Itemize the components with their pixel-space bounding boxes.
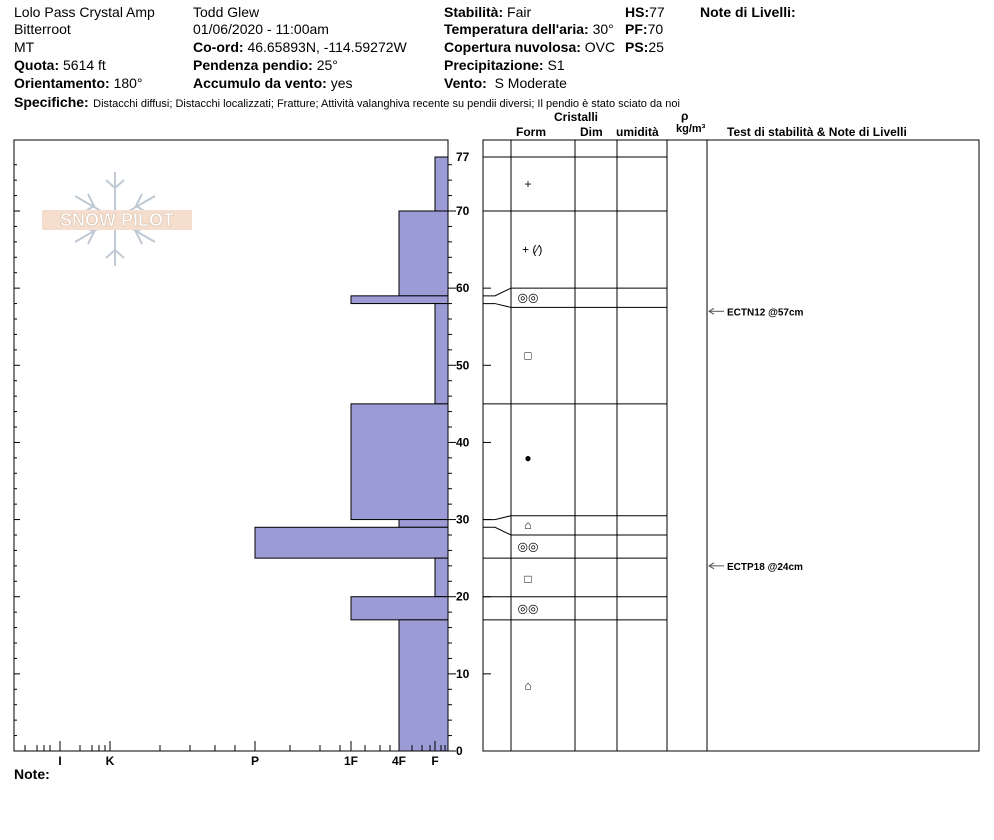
hardness-bar: [351, 296, 448, 304]
hardness-bar: [435, 157, 448, 211]
hs-label: HS:: [625, 4, 650, 20]
rho-header: ρ: [681, 109, 689, 123]
height-tick-label: 40: [456, 435, 470, 450]
hardness-bar: [399, 211, 448, 296]
hardness-bar: [255, 527, 448, 558]
ps-value: 25: [648, 39, 664, 55]
crystal-table-columns: [511, 140, 707, 751]
hardness-tick-label: F: [431, 754, 439, 768]
pf-label: PF:: [625, 21, 648, 37]
hardness-tick-label: 4F: [391, 754, 407, 768]
height-tick-label: 60: [456, 281, 470, 296]
layer-connector: [483, 288, 511, 296]
stability-test-label: ECTP18 @24cm: [727, 561, 803, 573]
hardness-tick-label: I: [58, 754, 62, 768]
logo-text: SNOW PILOT: [60, 210, 174, 230]
vento-value: S Moderate: [494, 75, 567, 91]
location: Lolo Pass Crystal Amp: [14, 4, 155, 20]
hardness-bar: [351, 597, 448, 620]
pendenza-value: 25°: [316, 57, 338, 73]
tests-header: Test di stabilità & Note di Livelli: [727, 125, 907, 139]
crystal-form-symbol: + (⁄): [522, 242, 543, 257]
range: Bitterroot: [14, 21, 71, 37]
stability-tests: [709, 307, 804, 573]
crystal-form-symbol: ⌂: [524, 678, 532, 693]
crystal-form-symbol: ◎◎: [517, 290, 539, 305]
height-tick-label: 30: [456, 512, 470, 527]
height-tick-label: 0: [456, 744, 463, 758]
crystal-form-symbol: +: [524, 177, 532, 191]
crystal-form-symbol: ●: [524, 450, 532, 465]
specifiche-value: Distacchi diffusi; Distacchi localizzati; Fratture; Attività valanghiva recente su pendii diversi; Il pendio è stato sciato da noi: [93, 98, 680, 110]
stability-test-label: ECTN12 @57cm: [727, 307, 804, 319]
crystal-table-frame: [483, 140, 979, 751]
crystal-form-symbol: ◎◎: [517, 539, 539, 554]
height-tick-label: 50: [456, 358, 470, 373]
orientamento-label: Orientamento:: [14, 75, 110, 91]
ps-label: PS:: [625, 39, 649, 55]
height-tick-label: 10: [456, 666, 470, 681]
height-tick-label: 70: [456, 204, 470, 218]
layer-connector: [483, 527, 511, 535]
precipitazione-label: Precipitazione:: [444, 57, 544, 73]
crystal-forms: [518, 177, 543, 692]
note-livelli-header: Note di Livelli:: [700, 4, 796, 20]
temperatura-label: Temperatura dell'aria:: [444, 21, 589, 37]
state: MT: [14, 39, 35, 55]
cristalli-header: Cristalli: [554, 110, 599, 124]
note-label: Note:: [14, 766, 50, 782]
coord-label: Co-ord:: [193, 39, 244, 55]
hardness-bar: [399, 620, 448, 751]
orientamento-value: 180°: [113, 75, 143, 91]
hardness-tick-label: P: [250, 754, 260, 768]
stabilita-value: Fair: [507, 4, 532, 20]
precipitazione-value: S1: [547, 57, 565, 73]
coord-value: 46.65893N, -114.59272W: [247, 39, 407, 55]
pf-value: 70: [647, 21, 664, 37]
quota-value: 5614 ft: [63, 57, 106, 73]
height-tick-label: 20: [456, 589, 470, 604]
specifiche-label: Specifiche:: [14, 94, 89, 110]
hardness-bar: [399, 520, 448, 528]
form-header: Form: [516, 125, 546, 139]
hardness-tick-label: K: [105, 754, 115, 768]
copertura-value: OVC: [584, 39, 616, 55]
layer-connector: [483, 304, 511, 308]
stabilita-label: Stabilità:: [444, 4, 504, 20]
layer-connector: [483, 516, 511, 520]
snowpilot-logo: [42, 172, 192, 266]
crystal-form-symbol: □: [524, 571, 532, 586]
hardness-bar: [435, 304, 448, 404]
observer: Todd Glew: [193, 4, 260, 20]
copertura-label: Copertura nuvolosa:: [444, 39, 581, 55]
hardness-bar: [435, 558, 448, 597]
vento-label: Vento:: [444, 75, 487, 91]
accumulo-label: Accumulo da vento:: [193, 75, 327, 91]
hardness-bar: [351, 404, 448, 520]
datetime: 01/06/2020 - 11:00am: [193, 21, 329, 37]
accumulo-value: yes: [330, 75, 353, 91]
crystal-form-symbol: ⌂: [524, 517, 532, 532]
hardness-tick-label: 1F: [343, 754, 359, 768]
temperatura-value: 30°: [592, 21, 614, 37]
umidita-header: umidità: [616, 125, 659, 139]
crystal-form-symbol: □: [524, 348, 532, 363]
crystal-form-symbol: ◎◎: [517, 601, 539, 616]
pendenza-label: Pendenza pendio:: [193, 57, 313, 73]
quota-label: Quota:: [14, 57, 60, 73]
hs-value: 77: [649, 4, 665, 20]
density-unit-header: kg/m³: [676, 123, 706, 135]
height-tick-label: 77: [456, 150, 470, 164]
hardness-bars: [255, 157, 448, 751]
dim-header: Dim: [580, 125, 603, 139]
